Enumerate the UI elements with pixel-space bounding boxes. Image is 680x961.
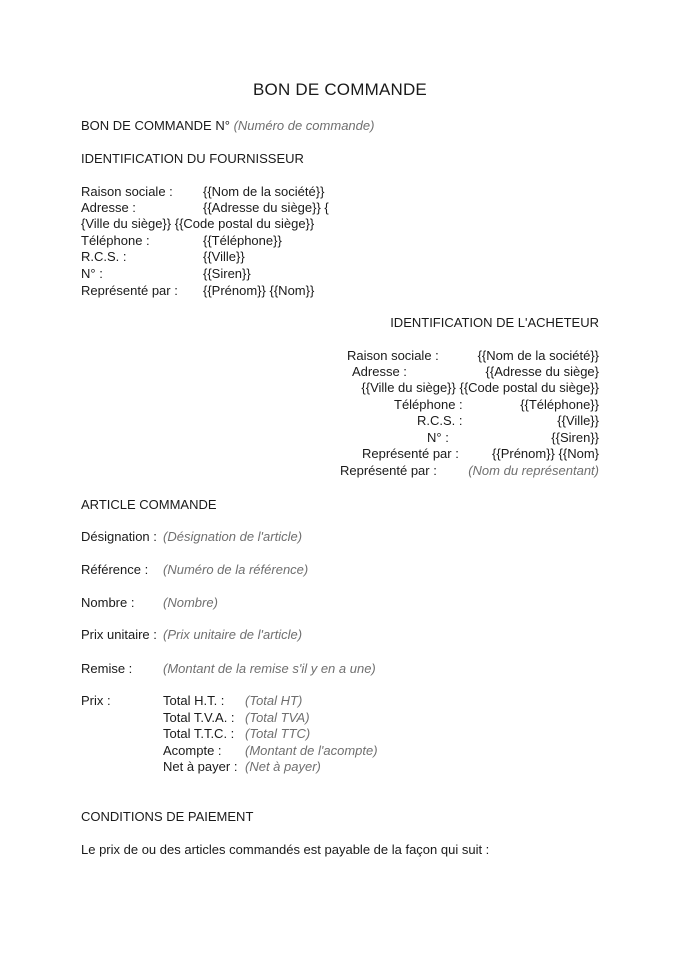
price-net-value: (Net à payer) — [245, 759, 321, 774]
order-number-label: BON DE COMMANDE N° — [81, 118, 230, 133]
supplier-phone-label: Téléphone : — [81, 233, 150, 248]
reference-label: Référence : — [81, 562, 149, 577]
price-total-ttc-value: (Total TTC) — [245, 726, 311, 741]
buyer-rep-value: {{Prénom}} {{Nom} — [492, 446, 599, 461]
buyer-phone-value: {{Téléphone}} — [520, 397, 599, 412]
price-total-ht-value: (Total HT) — [245, 693, 303, 708]
supplier-rep-value: {{Prénom}} {{Nom}} — [203, 283, 315, 298]
payment-heading: CONDITIONS DE PAIEMENT — [81, 809, 254, 824]
payment-text: Le prix de ou des articles commandés est payable de la façon qui suit : — [81, 842, 490, 857]
buyer-num-value: {{Siren}} — [551, 430, 599, 445]
order-number-placeholder: (Numéro de commande) — [233, 118, 375, 133]
designation-label: Désignation : — [81, 529, 157, 544]
buyer-company-value: {{Nom de la société}} — [477, 348, 599, 363]
designation-value: (Désignation de l'article) — [163, 529, 303, 544]
reference-value: (Numéro de la référence) — [163, 562, 309, 577]
buyer-address-value: {{Adresse du siège} — [485, 364, 599, 379]
discount-label: Remise : — [81, 661, 133, 676]
unit-price-label: Prix unitaire : — [81, 627, 157, 642]
supplier-rcs-label: R.C.S. : — [81, 249, 127, 264]
document-title: BON DE COMMANDE — [253, 80, 427, 99]
supplier-heading: IDENTIFICATION DU FOURNISSEUR — [81, 151, 304, 166]
supplier-num-value: {{Siren}} — [203, 266, 251, 281]
quantity-value: (Nombre) — [163, 595, 218, 610]
price-total-ht-label: Total H.T. : — [163, 693, 225, 708]
supplier-rcs-value: {{Ville}} — [203, 249, 245, 264]
buyer-rcs-value: {{Ville}} — [557, 413, 599, 428]
order-number-line — [81, 118, 374, 134]
buyer-rcs-label: R.C.S. : — [417, 413, 463, 428]
buyer-heading: IDENTIFICATION DE L'ACHETEUR — [390, 315, 599, 330]
buyer-company-label: Raison sociale : — [347, 348, 439, 363]
discount-value: (Montant de la remise s'il y en a une) — [163, 661, 376, 676]
price-deposit-value: (Montant de l'acompte) — [245, 743, 378, 758]
supplier-company-value: {{Nom de la société}} — [203, 184, 325, 199]
supplier-num-label: N° : — [81, 266, 103, 281]
buyer-address-line2: {{Ville du siège}} {{Code postal du siège}} — [361, 380, 599, 395]
supplier-rep-label: Représenté par : — [81, 283, 178, 298]
supplier-company-label: Raison sociale : — [81, 184, 173, 199]
article-heading: ARTICLE COMMANDE — [81, 497, 217, 512]
supplier-address-label: Adresse : — [81, 200, 136, 215]
price-total-tva-value: (Total TVA) — [245, 710, 310, 725]
supplier-phone-value: {{Téléphone}} — [203, 233, 282, 248]
price-net-label: Net à payer : — [163, 759, 238, 774]
buyer-phone-label: Téléphone : — [394, 397, 463, 412]
buyer-rep2-value: (Nom du représentant) — [468, 463, 599, 478]
price-total-tva-label: Total T.V.A. : — [163, 710, 235, 725]
buyer-rep-label: Représenté par : — [362, 446, 459, 461]
supplier-address-line2: {Ville du siège}} {{Code postal du siège}} — [81, 216, 315, 231]
price-total-ttc-label: Total T.T.C. : — [163, 726, 235, 741]
price-deposit-label: Acompte : — [163, 743, 222, 758]
quantity-label: Nombre : — [81, 595, 135, 610]
unit-price-value: (Prix unitaire de l'article) — [163, 627, 303, 642]
price-label: Prix : — [81, 693, 111, 708]
buyer-rep2-label: Représenté par : — [340, 463, 437, 478]
supplier-address-value: {{Adresse du siège}} { — [203, 200, 329, 215]
buyer-address-label: Adresse : — [352, 364, 407, 379]
buyer-num-label: N° : — [427, 430, 449, 445]
